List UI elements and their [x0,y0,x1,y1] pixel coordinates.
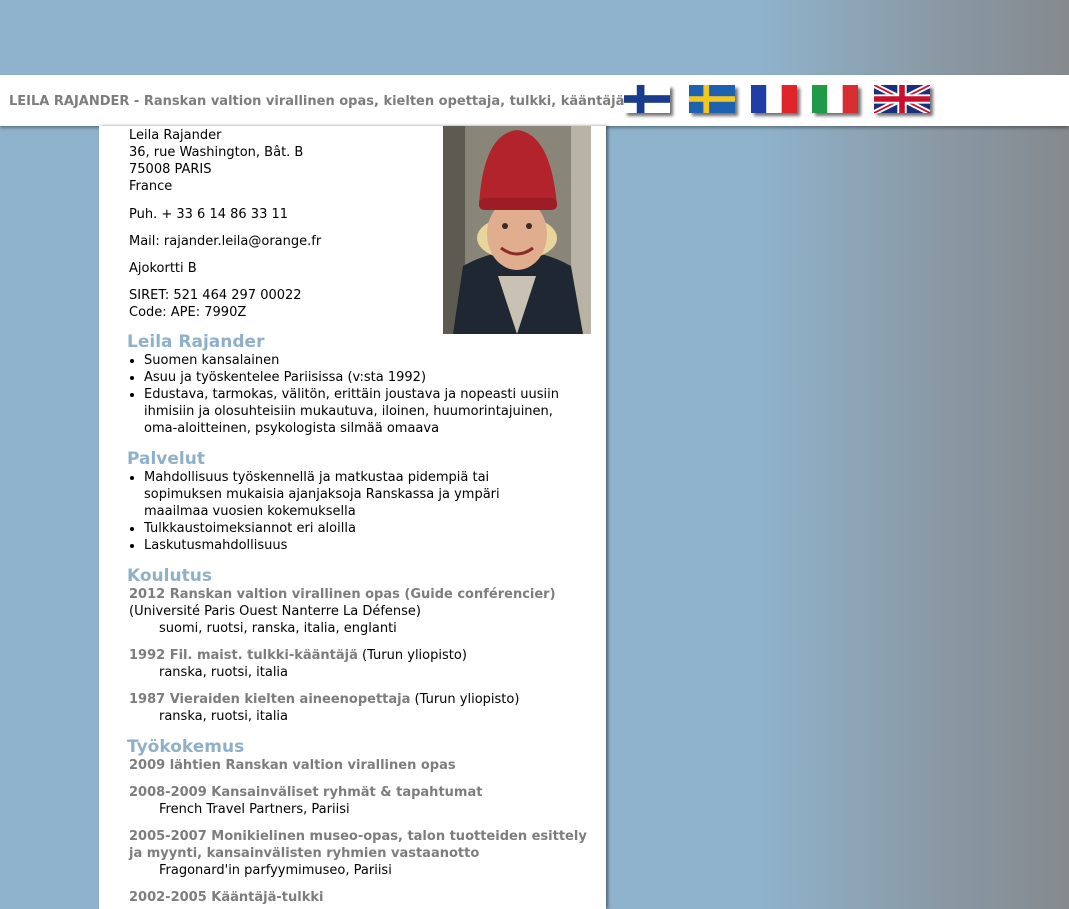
list-item: • Tulkkaustoimeksiannot eri aloilla [144,520,554,537]
header-bar [0,75,1069,126]
france-flag-icon[interactable] [751,85,797,113]
italy-flag-icon[interactable] [812,85,858,113]
education-entry [129,647,467,664]
education-institution: (Turun yliopisto) [410,692,520,707]
services-heading: Palvelut [127,449,205,469]
list-item: • Edustava, tarmokas, välitön, erittäin joustava ja nopeasti uusiin ihmisiin ja olosuhteisiin mukautuva, iloinen, huumorintajuinen, oma-aloitteinen, psykologista silmää omaava [144,386,590,437]
education-languages: suomi, ruotsi, ranska, italia, englanti [159,621,397,636]
contact-name: Leila Rajander [129,128,222,143]
ape-code: Code: APE: 7990Z [129,305,247,320]
siret-number: SIRET: 521 464 297 00022 [129,288,302,303]
experience-detail: Fragonard'in parfyymimuseo, Pariisi [159,863,392,878]
experience-detail: French Travel Partners, Pariisi [159,802,350,817]
driving-license: Ajokortti B [129,261,197,276]
education-title: 2012 Ranskan valtion virallinen opas (Guide conférencier) [129,587,556,602]
list-item: • Suomen kansalainen [144,352,590,369]
sweden-flag-icon[interactable] [689,85,735,113]
list-item: • Asuu ja työskentelee Pariisissa (v:sta 1992) [144,369,590,386]
experience-heading: Työkokemus [127,737,245,757]
education-heading: Koulutus [127,566,212,586]
education-title: 1992 Fil. maist. tulkki-kääntäjä [129,648,358,663]
education-institution: (Turun yliopisto) [357,648,467,663]
list-item: • Laskutusmahdollisuus [144,537,554,554]
list-item: • Mahdollisuus työskennellä ja matkustaa pidempiä tai sopimuksen mukaisia ajanjaksoja Ranskassa ja ympäri maailmaa vuosien kokemuksella [144,469,554,520]
experience-title: 2005-2007 Monikielinen museo-opas, talon tuotteiden esittely [129,829,587,844]
experience-title: 2002-2005 Kääntäjä-tulkki [129,890,324,905]
education-entry [129,691,519,708]
profile-heading: Leila Rajander [127,332,265,352]
contact-mail: Mail: rajander.leila@orange.fr [129,234,322,249]
education-institution: (Université Paris Ouest Nanterre La Défense) [129,604,421,619]
uk-flag-icon[interactable] [874,85,930,113]
contact-city: 75008 PARIS [129,162,212,177]
services-list [126,469,554,554]
profile-list [126,352,590,437]
experience-title: 2008-2009 Kansainväliset ryhmät & tapahtumat [129,785,483,800]
contact-country: France [129,179,173,194]
education-languages: ranska, ruotsi, italia [159,709,289,724]
contact-phone: Puh. + 33 6 14 86 33 11 [129,207,289,222]
site-title: LEILA RAJANDER - Ranskan valtion virallinen opas, kielten opettaja, tulkki, kääntäjä [9,94,625,109]
content-panel [99,126,606,909]
contact-street: 36, rue Washington, Bât. B [129,145,304,160]
experience-title: 2009 lähtien Ranskan valtion virallinen opas [129,758,456,773]
portrait-photo [443,126,591,334]
experience-title: ja myynti, kansainvälisten ryhmien vastaanotto [129,846,480,861]
finland-flag-icon[interactable] [624,85,670,113]
education-title: 1987 Vieraiden kielten aineenopettaja [129,692,411,707]
education-languages: ranska, ruotsi, italia [159,665,289,680]
